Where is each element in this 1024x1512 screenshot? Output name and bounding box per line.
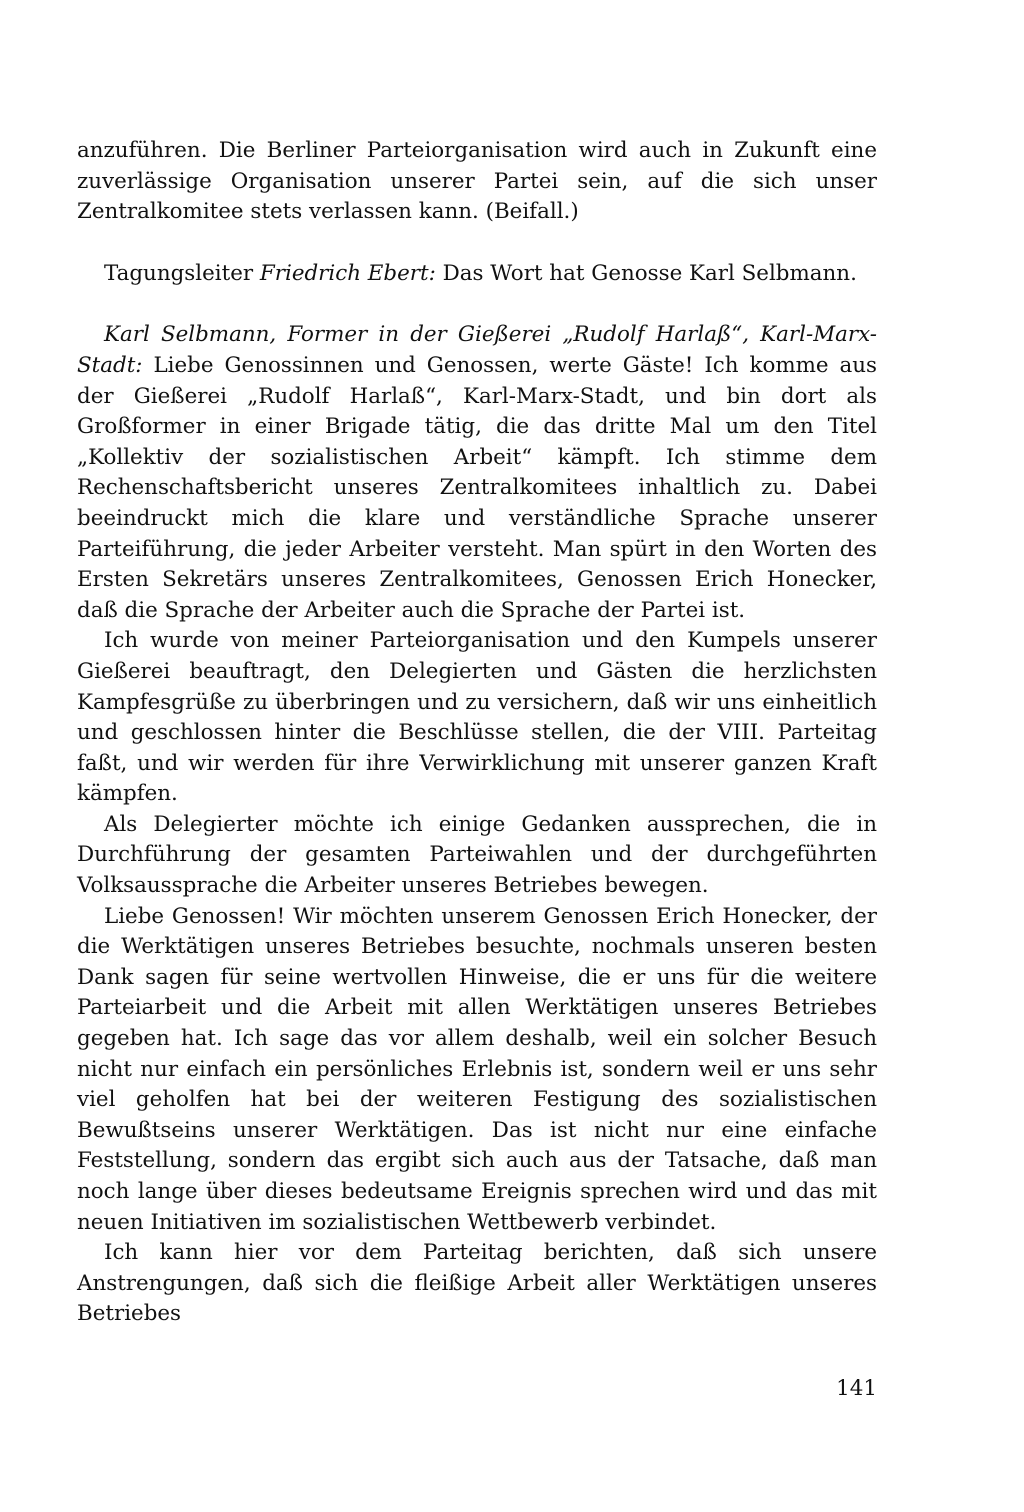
paragraph-continuation: anzuführen. Die Berliner Parteiorganisation wird auch in Zukunft eine zuverlässige Organisation unserer Partei sein, auf die sich unser Zentralkomitee stets verlassen kann. (Beifall.): [77, 138, 877, 225]
paragraph-greetings: Ich wurde von meiner Parteiorganisation und den Kumpels unserer Gießerei beauftragt, den Delegierten und Gästen die herzlichsten Kampfesgrüße zu überbringen und zu versichern, daß wir uns einheitlich und geschlossen hinter die Beschlüsse stellen, die der VIII. Parteitag faßt, und wir werden für ihre Verwirklichung mit unserer ganzen Kraft kämpfen.: [77, 628, 877, 807]
speaker-name-karl-selbmann: Karl Selbmann, Former in der Gießerei „Rudolf Harlaß“, Karl-Marx-Stadt:: [77, 322, 877, 378]
paragraph-thanks: Liebe Genossen! Wir möchten unserem Genossen Erich Honecker, der die Werktätigen unseres Betriebes besuchte, nochmals unseren besten Dank sagen für seine wertvollen Hinweise, die er uns für die weitere Parteiarbeit und die Arbeit mit allen Werktätigen unseres Betriebes gegeben hat. Ich sage das vor allem deshalb, weil ein solcher Besuch nicht nur einfach ein persönliches Erlebnis ist, sondern weil er uns sehr viel geholfen hat bei der weiteren Festigung des sozialistischen Bewußtseins unserer Werktätigen. Das ist nicht nur eine einfache Feststellung, sondern das ergibt sich auch aus der Tatsache, daß man noch lange über dieses bedeutsame Ereignis sprechen wird und das mit neuen Initiativen im sozialistischen Wettbewerb verbindet.: [77, 903, 877, 1235]
speech-opening-text: Liebe Genossinnen und Genossen, werte Gäste! Ich komme aus der Gießerei „Rudolf Harlaß“, Karl-Marx-Stadt, und bin dort als Großformer in einer Brigade tätig, die das dritte Mal um den Titel „Kollektiv der sozialistischen Arbeit“ kämpft. Ich stimme dem Rechenschaftsbericht unseres Zentralkomitees inhaltlich zu. Dabei beeindruckt mich die klare und verständliche Sprache unserer Parteiführung, die jeder Arbeiter versteht. Man spürt in den Worten des Ersten Sekretärs unseres Zentralkomitees, Genossen Erich Honecker, daß die Sprache der Arbeiter auch die Sprache der Partei ist.: [77, 352, 877, 623]
paragraph-report: Ich kann hier vor dem Parteitag berichten, daß sich unsere Anstrengungen, daß sich die fleißige Arbeit aller Werktätigen unseres Betriebes: [77, 1240, 877, 1327]
announcement-text: Das Wort hat Genosse Karl Selbmann.: [435, 260, 857, 286]
paragraph-chair-announcement: [77, 259, 877, 290]
paragraph-speech-opening: [77, 320, 877, 626]
page-number: 141: [836, 1376, 877, 1401]
speaker-name-friedrich-ebert: Friedrich Ebert:: [259, 260, 436, 286]
document-page: [77, 136, 877, 1330]
chair-title: Tagungsleiter: [104, 260, 260, 286]
paragraph-delegate-thoughts: Als Delegierter möchte ich einige Gedanken aussprechen, die in Durchführung der gesamten Parteiwahlen und der durchgeführten Volksaussprache die Arbeiter unseres Betriebes bewegen.: [77, 811, 877, 899]
